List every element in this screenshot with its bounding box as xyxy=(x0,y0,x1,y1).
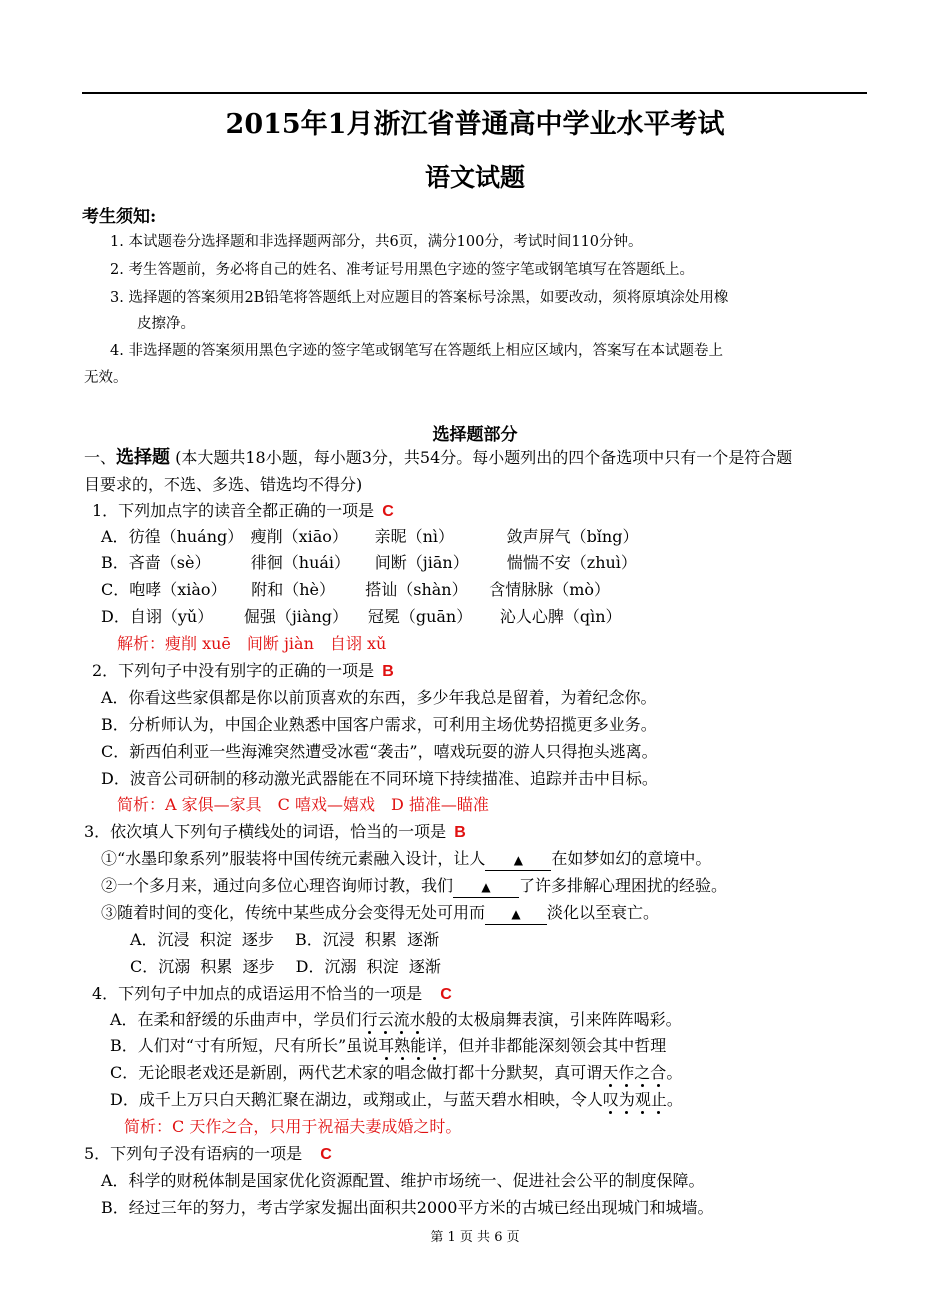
q3-blank-2: ▲ xyxy=(453,877,519,898)
part1-desc-cont: 目要求的，不选、多选、错选均不得分) xyxy=(84,475,363,494)
option-label: D． xyxy=(101,607,130,626)
q4-stem-line xyxy=(92,984,452,1005)
q5-stem-line xyxy=(84,1144,332,1165)
q3-s3-pre: ③随着时间的变化，传统中某些成分会变得无处可用而 xyxy=(101,903,486,922)
q1-c-w4: 含情脉脉（mò） xyxy=(489,580,611,599)
q3-sentence-3 xyxy=(101,903,659,925)
emphasis-char: 行 xyxy=(361,1010,378,1029)
q1-d-w4: 沁人心脾（qìn） xyxy=(499,607,622,626)
top-rule xyxy=(82,92,867,94)
notice-item-4-cont: 无效。 xyxy=(84,370,128,386)
exam-title: 2015年1月浙江省普通高中学业水平考试 xyxy=(225,109,725,140)
option-label: B． xyxy=(101,553,129,572)
q1-d-w2: 倔强（jiàng） xyxy=(243,607,349,626)
q4-c-post: 。 xyxy=(666,1063,683,1082)
q1-option-a xyxy=(101,527,638,547)
q4-d-idiom xyxy=(603,1090,667,1109)
q3-blank-1: ▲ xyxy=(485,850,551,871)
q1-b-w4: 惴惴不安（zhuì） xyxy=(506,553,637,572)
part1-label: 选择题 xyxy=(116,447,171,468)
emphasis-char: 耳 xyxy=(378,1036,395,1055)
q3-options-row-1: A．沉浸 积淀 逐步 B．沉浸 积累 逐渐 xyxy=(130,930,440,949)
emphasis-char: 为 xyxy=(618,1090,635,1109)
q4-c-pre: C．无论眼老戏还是新剧，两代艺术家的唱念做打都十分默契，真可谓 xyxy=(110,1063,603,1082)
q4-d-pre: D．成千上万只白天鹅汇聚在湖边，或翔或止，与蓝天碧水相映，令人 xyxy=(110,1090,603,1109)
q3-sentence-1 xyxy=(101,849,711,871)
q2-stem-line xyxy=(92,661,394,682)
notice-item-1: 1. 本试题卷分选择题和非选择题两部分，共6页，满分100分，考试时间110分钟。 xyxy=(110,234,643,250)
emphasis-char: 云 xyxy=(377,1010,394,1029)
q4-d-post: 。 xyxy=(666,1090,683,1109)
notice-heading: 考生须知: xyxy=(82,207,157,227)
emphasis-char: 流 xyxy=(393,1010,410,1029)
part1-desc: (本大题共18小题，每小题3分，共54分。每小题列出的四个备选项中只有一个是符合题 xyxy=(175,448,793,467)
q3-stem-line xyxy=(84,822,466,843)
part1-heading xyxy=(84,448,792,468)
q4-b-post: ，但并非都能深刻领会其中哲理 xyxy=(442,1036,667,1055)
exam-subtitle: 语文试题 xyxy=(424,163,525,192)
q1-a-w3: 亲昵（nì） xyxy=(374,527,454,546)
q2-answer: B xyxy=(382,663,394,680)
q4-a-pre: A．在柔和舒缓的乐曲声中，学员们 xyxy=(110,1010,362,1029)
q1-d-w1: 自诩（yǔ） xyxy=(129,607,214,626)
q1-c-w2: 附和（hè） xyxy=(251,580,336,599)
part1-prefix: 一、 xyxy=(84,448,117,467)
q1-d-w3: 冠冕（guān） xyxy=(367,607,473,626)
option-label: A． xyxy=(101,527,129,546)
q3-sentence-2 xyxy=(101,876,727,898)
q1-a-w2: 瘦削（xiāo） xyxy=(250,527,348,546)
q4-option-a xyxy=(110,1010,682,1030)
q2-option-c: C．新西伯利亚一些海滩突然遭受冰雹“袭击”，嘻戏玩耍的游人只得抱头逃离。 xyxy=(101,742,658,761)
q2-option-d: D．波音公司研制的移动激光武器能在不同环境下持续描准、追踪并击中目标。 xyxy=(101,769,658,788)
q4-option-c xyxy=(110,1063,682,1083)
q4-c-idiom xyxy=(602,1063,666,1082)
q4-b-pre: B．人们对“寸有所短，尺有所长”虽说 xyxy=(110,1036,379,1055)
notice-item-4: 4. 非选择题的答案须用黑色字迹的签字笔或钢笔写在答题纸上相应区域内，答案写在本试题卷上 xyxy=(110,343,723,359)
q4-option-d xyxy=(110,1090,683,1110)
q3-s2-pre: ②一个多月来，通过向多位心理咨询师讨教，我们 xyxy=(101,876,454,895)
page-footer: 第 1 页 共 6 页 xyxy=(430,1230,520,1245)
q4-answer: C xyxy=(440,986,452,1003)
q1-c-w1: 咆哮（xiào） xyxy=(129,580,227,599)
q3-answer: B xyxy=(454,824,466,841)
emphasis-char: 止 xyxy=(650,1090,667,1109)
q4-a-idiom xyxy=(362,1010,426,1029)
q2-analysis: 简析：A 家俱—家具 C 嘻戏—嬉戏 D 描准—瞄准 xyxy=(117,795,489,814)
q3-s1-post: 在如梦如幻的意境中。 xyxy=(551,849,712,868)
emphasis-char: 作 xyxy=(618,1063,635,1082)
q1-a-w1: 彷徨（huáng） xyxy=(128,527,244,546)
q3-s3-post: 淡化以至衰亡。 xyxy=(547,903,660,922)
q4-option-b xyxy=(110,1036,666,1056)
q1-stem: 1．下列加点字的读音全都正确的一项是 xyxy=(92,501,375,520)
emphasis-char: 叹 xyxy=(602,1090,619,1109)
q1-option-d xyxy=(101,607,622,627)
emphasis-char: 天 xyxy=(602,1063,619,1082)
emphasis-char: 合 xyxy=(650,1063,667,1082)
q1-b-w3: 间断（jiān） xyxy=(374,553,469,572)
emphasis-char: 熟 xyxy=(394,1036,411,1055)
emphasis-char: 观 xyxy=(634,1090,651,1109)
q1-option-c xyxy=(101,580,610,600)
emphasis-char: 详 xyxy=(426,1036,443,1055)
q3-blank-3: ▲ xyxy=(485,904,547,925)
notice-item-3: 3. 选择题的答案须用2B铅笔将答题纸上对应题目的答案标号涂黑，如要改动，须将原填涂处用橡 xyxy=(110,290,729,306)
emphasis-char: 水 xyxy=(409,1010,426,1029)
q4-b-idiom xyxy=(378,1036,442,1055)
q1-b-w2: 徘徊（huái） xyxy=(250,553,351,572)
notice-item-3-cont: 皮擦净。 xyxy=(137,316,195,332)
emphasis-char: 能 xyxy=(410,1036,427,1055)
q5-option-a: A．科学的财税体制是国家优化资源配置、维护市场统一、促进社会公平的制度保障。 xyxy=(101,1171,705,1190)
q5-answer: C xyxy=(320,1146,332,1163)
q1-a-w4: 敛声屏气（bǐng） xyxy=(506,527,639,546)
q5-stem: 5．下列句子没有语病的一项是 xyxy=(84,1144,303,1163)
q3-s1-pre: ①“水墨印象系列”服装将中国传统元素融入设计，让人 xyxy=(101,849,486,868)
emphasis-char: 之 xyxy=(634,1063,651,1082)
q2-stem: 2．下列句子中没有别字的正确的一项是 xyxy=(92,661,375,680)
q4-stem: 4．下列句子中加点的成语运用不恰当的一项是 xyxy=(92,984,423,1003)
q3-s2-post: 了许多排解心理困扰的经验。 xyxy=(519,876,728,895)
q1-analysis: 解析：瘦削 xuē 间断 jiàn 自诩 xǔ xyxy=(117,634,387,653)
q5-option-b: B．经过三年的努力，考古学家发掘出面积共2000平方米的古城已经出现城门和城墙。 xyxy=(101,1198,714,1217)
q1-b-w1: 吝啬（sè） xyxy=(128,553,211,572)
section-title: 选择题部分 xyxy=(432,425,518,445)
q3-options-row-2: C．沉溺 积累 逐步 D．沉溺 积淀 逐渐 xyxy=(130,957,441,976)
option-label: C． xyxy=(101,580,130,599)
q2-option-a: A．你看这些家俱都是你以前顶喜欢的东西，多少年我总是留着，为着纪念你。 xyxy=(101,688,657,707)
q4-a-post: 般的太极扇舞表演，引来阵阵喝彩。 xyxy=(425,1010,682,1029)
q1-c-w3: 搭讪（shàn） xyxy=(365,580,468,599)
q2-option-b: B．分析师认为，中国企业熟悉中国客户需求，可利用主场优势招揽更多业务。 xyxy=(101,715,657,734)
notice-item-2: 2. 考生答题前，务必将自己的姓名、准考证号用黑色字迹的签字笔或钢笔填写在答题纸上。 xyxy=(110,262,694,278)
q1-option-b xyxy=(101,553,637,573)
q4-analysis: 简析：C 天作之合，只用于祝福夫妻成婚之时。 xyxy=(124,1117,462,1136)
q1-stem-line xyxy=(92,501,394,522)
q3-stem: 3．依次填人下列句子横线处的词语，恰当的一项是 xyxy=(84,822,447,841)
q1-answer: C xyxy=(382,503,394,520)
